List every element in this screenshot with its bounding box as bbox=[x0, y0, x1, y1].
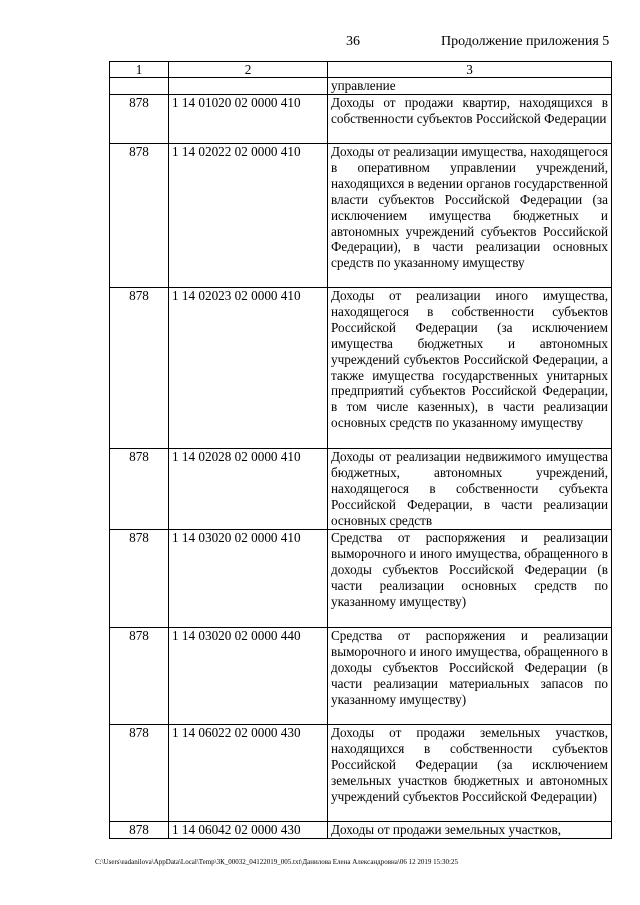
continuation-title: Продолжение приложения 5 bbox=[441, 34, 610, 49]
description-cell: Доходы от реализации недвижимого имущества бюджетных, автономных учреждений, находящегося в собственности субъекта Российской Федерации, в части реализации основных средств bbox=[328, 449, 612, 530]
description-cell: Средства от распоряжения и реализации выморочного и иного имущества, обращенного в доходы субъектов Российской Федерации (в части реализации основных средств по указанному имуществу) bbox=[328, 530, 612, 628]
revenue-code-cell: 1 14 02022 02 0000 410 bbox=[169, 144, 328, 288]
table-row bbox=[110, 288, 612, 449]
admin-code-cell: 878 bbox=[110, 95, 169, 144]
column-header-3: 3 bbox=[328, 62, 612, 78]
table-row bbox=[110, 78, 612, 95]
revenue-code-cell: 1 14 06042 02 0000 430 bbox=[169, 822, 328, 839]
revenue-code-cell: 1 14 02023 02 0000 410 bbox=[169, 288, 328, 449]
table-row bbox=[110, 530, 612, 628]
file-path-footer: C:\Users\eadanilova\AppData\Local\Temp\3К_00032_04122019_005.txt\Данилова Елена Александровна\06 12 2019 15:30:25 bbox=[95, 858, 458, 866]
admin-code-cell bbox=[110, 78, 169, 95]
table-row bbox=[110, 725, 612, 822]
revenue-code-cell bbox=[169, 78, 328, 95]
revenue-code-cell: 1 14 03020 02 0000 440 bbox=[169, 628, 328, 725]
table-row bbox=[110, 95, 612, 144]
description-cell: Доходы от продажи земельных участков, находящихся в собственности субъектов Российской Федерации (за исключением земельных участков бюджетных и автономных учреждений субъектов Российской Федерации) bbox=[328, 725, 612, 822]
table-row bbox=[110, 822, 612, 839]
revenue-code-cell: 1 14 01020 02 0000 410 bbox=[169, 95, 328, 144]
admin-code-cell: 878 bbox=[110, 725, 169, 822]
description-cell: Доходы от продажи квартир, находящихся в собственности субъектов Российской Федерации bbox=[328, 95, 612, 144]
revenue-code-cell: 1 14 02028 02 0000 410 bbox=[169, 449, 328, 530]
table-row bbox=[110, 144, 612, 288]
description-cell: Средства от распоряжения и реализации выморочного и иного имущества, обращенного в доходы субъектов Российской Федерации (в части реализации материальных запасов по указанному имуществу) bbox=[328, 628, 612, 725]
column-header-1: 1 bbox=[110, 62, 169, 78]
admin-code-cell: 878 bbox=[110, 144, 169, 288]
admin-code-cell: 878 bbox=[110, 288, 169, 449]
description-cell: Доходы от реализации имущества, находящегося в оперативном управлении учреждений, находящихся в ведении органов государственной власти субъектов Российской Федерации (за исключением имущества бюджетных и автономных учреждений субъектов Российской Федерации), в части реализации основных средств по указанному имуществу bbox=[328, 144, 612, 288]
table-header-row bbox=[110, 62, 612, 78]
admin-code-cell: 878 bbox=[110, 530, 169, 628]
admin-code-cell: 878 bbox=[110, 822, 169, 839]
page-number: 36 bbox=[346, 34, 360, 49]
table-row bbox=[110, 628, 612, 725]
admin-code-cell: 878 bbox=[110, 449, 169, 530]
description-cell: управление bbox=[328, 78, 612, 95]
description-cell: Доходы от продажи земельных участков, bbox=[328, 822, 612, 839]
table-row bbox=[110, 449, 612, 530]
revenue-code-cell: 1 14 06022 02 0000 430 bbox=[169, 725, 328, 822]
revenue-codes-table bbox=[109, 61, 612, 839]
column-header-2: 2 bbox=[169, 62, 328, 78]
revenue-code-cell: 1 14 03020 02 0000 410 bbox=[169, 530, 328, 628]
description-cell: Доходы от реализации иного имущества, находящегося в собственности субъектов Российской Федерации (за исключением имущества бюджетных и автономных учреждений субъектов Российской Федерации, а также имущества государственных унитарных предприятий субъектов Российской Федерации, в том числе казенных), в части реализации основных средств по указанному имуществу bbox=[328, 288, 612, 449]
admin-code-cell: 878 bbox=[110, 628, 169, 725]
